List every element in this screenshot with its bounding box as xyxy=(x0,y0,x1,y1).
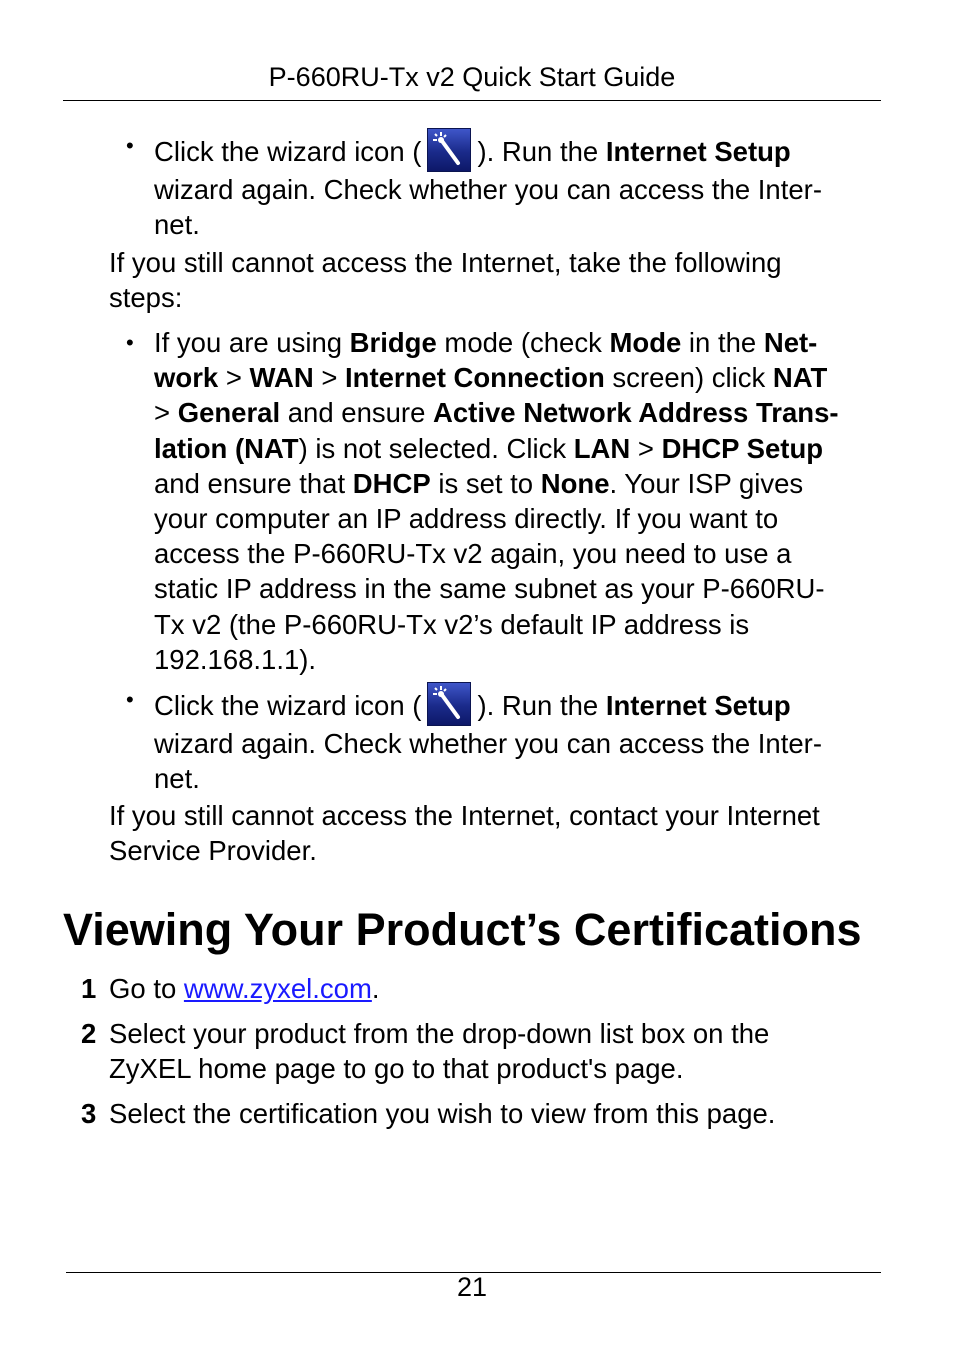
text: > xyxy=(313,362,346,394)
text-bold: Internet Setup xyxy=(605,690,791,721)
text: Click the wizard icon ( xyxy=(154,136,422,167)
text: screen) click xyxy=(604,362,773,394)
bullet-item-wizard-1 xyxy=(126,128,882,242)
bullet-line xyxy=(154,395,882,430)
text-bold: DHCP xyxy=(352,467,431,499)
text: > xyxy=(630,432,662,464)
section-heading: Viewing Your Product’s Certifications xyxy=(63,904,862,955)
text: is set to xyxy=(430,467,541,499)
bullet-item-wizard-2 xyxy=(126,682,882,796)
text-bold: work xyxy=(154,362,219,394)
text: > xyxy=(218,362,250,394)
text: and ensure that xyxy=(154,467,353,499)
magic-wand-icon xyxy=(427,682,471,726)
page-number: 21 xyxy=(456,1272,488,1302)
bullet-line xyxy=(154,360,882,395)
text: ). Run the xyxy=(477,690,606,721)
step-number: 2 xyxy=(81,1018,97,1049)
bullet-line xyxy=(154,128,882,172)
text: . Your ISP gives xyxy=(609,467,804,499)
text: If you are using xyxy=(154,327,350,358)
bullet-dot: • xyxy=(126,687,134,712)
bullet-item-bridge-mode xyxy=(126,325,882,677)
text-bold: DHCP Setup xyxy=(661,432,824,464)
bullet-line: static IP address in the same subnet as your P-660RU- xyxy=(154,573,825,605)
text-bold: Internet Connection xyxy=(345,362,605,394)
text-bold: lation (NAT xyxy=(154,432,299,464)
bullet-line: wizard again. Check whether you can access the Inter- xyxy=(154,728,822,759)
text-bold: NAT xyxy=(772,362,828,394)
paragraph-line: If you still cannot access the Internet, contact your Internet xyxy=(109,800,820,831)
text: ). Run the xyxy=(477,136,606,167)
bullet-dot: • xyxy=(126,330,134,355)
bullet-line xyxy=(154,682,882,726)
bullet-line: Tx v2 (the P-660RU-Tx v2’s default IP address is xyxy=(154,608,750,640)
step-number: 1 xyxy=(81,973,97,1004)
text: Go to xyxy=(109,973,184,1004)
bullet-line: wizard again. Check whether you can access the Inter- xyxy=(154,174,822,205)
bullet-line: access the P-660RU-Tx v2 again, you need to use a xyxy=(154,538,792,570)
bullet-line xyxy=(154,325,882,360)
paragraph-line: If you still cannot access the Internet, take the following xyxy=(109,247,782,278)
text-bold: Mode xyxy=(609,327,682,358)
text: > xyxy=(154,397,178,429)
step-item-1 xyxy=(81,971,881,1006)
text-bold: Internet Setup xyxy=(605,136,791,167)
step-item-2 xyxy=(81,1016,881,1086)
text: mode (check xyxy=(436,327,610,358)
paragraph-line: steps: xyxy=(109,282,183,314)
text-bold: General xyxy=(177,397,281,429)
text: and ensure xyxy=(280,397,434,429)
bullet-line xyxy=(154,466,882,501)
step-line: Select your product from the drop-down list box on the xyxy=(109,1018,770,1049)
zyxel-website-link[interactable]: www.zyxel.com xyxy=(183,973,372,1004)
paragraph-line: Service Provider. xyxy=(109,835,317,867)
text: Click the wizard icon ( xyxy=(154,690,422,721)
text-bold: Bridge xyxy=(349,327,437,358)
text-bold: None xyxy=(540,467,610,499)
step-line: ZyXEL home page to go to that product's page. xyxy=(109,1053,684,1085)
paragraph-contact-isp xyxy=(109,798,881,868)
bullet-line: 192.168.1.1). xyxy=(154,643,317,675)
paragraph-still-cannot-access xyxy=(109,245,881,315)
text: in the xyxy=(681,327,764,358)
header-divider xyxy=(63,100,881,101)
magic-wand-icon xyxy=(427,128,471,172)
step-item-3 xyxy=(81,1096,881,1131)
text-bold: Active Network Address Trans- xyxy=(433,397,839,429)
text-bold: LAN xyxy=(573,432,631,464)
text: ) is not selected. Click xyxy=(298,432,574,464)
bullet-dot: • xyxy=(126,133,134,158)
step-line xyxy=(109,971,881,1006)
bullet-line: net. xyxy=(154,209,200,241)
text-bold: Net- xyxy=(763,327,818,358)
text: . xyxy=(371,973,380,1004)
bullet-line: net. xyxy=(154,763,200,795)
bullet-line xyxy=(154,431,882,466)
text-bold: WAN xyxy=(249,362,314,394)
page-header-title: P-660RU-Tx v2 Quick Start Guide xyxy=(268,62,676,92)
bullet-line: your computer an IP address directly. If you want to xyxy=(154,503,779,535)
step-number: 3 xyxy=(81,1098,97,1129)
step-line: Select the certification you wish to view from this page. xyxy=(109,1098,776,1129)
